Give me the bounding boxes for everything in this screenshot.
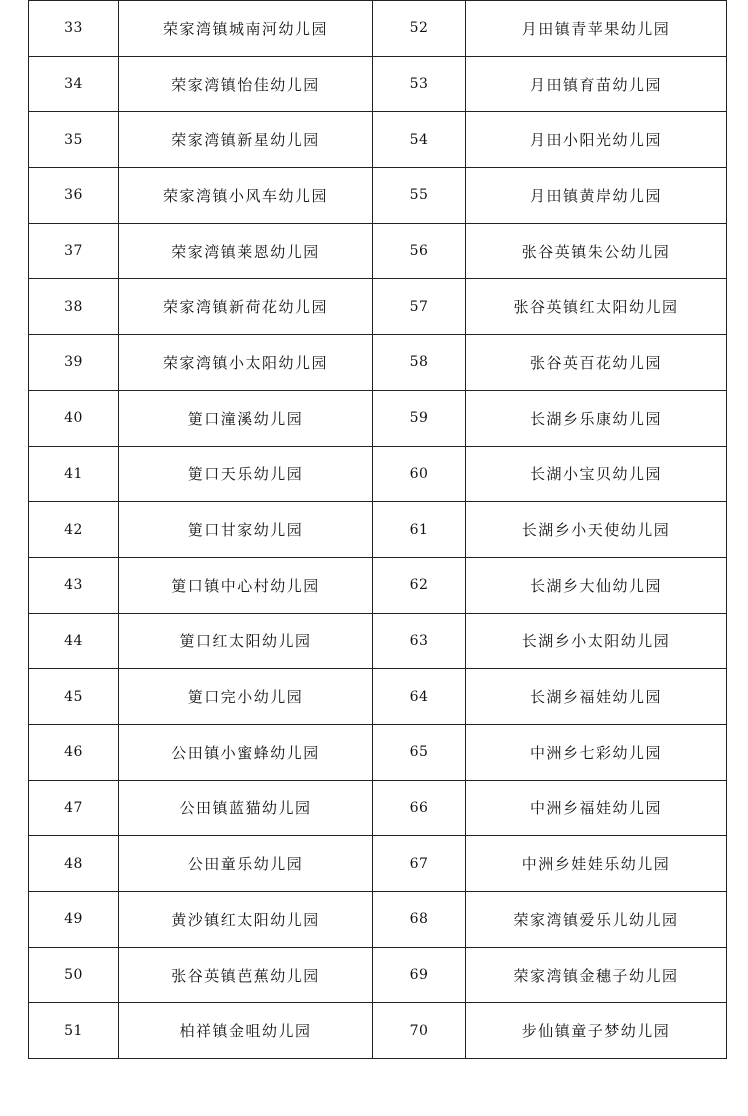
table-row (29, 892, 727, 948)
table-row (29, 947, 727, 1003)
kindergarten-name-right: 张谷英镇红太阳幼儿园 (466, 279, 727, 335)
row-number-right: 67 (373, 836, 466, 892)
row-number-left: 34 (29, 56, 119, 112)
kindergarten-name-right: 月田镇育苗幼儿园 (466, 56, 727, 112)
kindergarten-name-right: 月田镇黄岸幼儿园 (466, 168, 727, 224)
row-number-left: 46 (29, 724, 119, 780)
kindergarten-name-right: 张谷英百花幼儿园 (466, 335, 727, 391)
row-number-right: 60 (373, 446, 466, 502)
kindergarten-name-left: 荣家湾镇新星幼儿园 (119, 112, 373, 168)
table-row (29, 613, 727, 669)
kindergarten-name-right: 步仙镇童子梦幼儿园 (466, 1003, 727, 1059)
row-number-right: 69 (373, 947, 466, 1003)
row-number-right: 61 (373, 502, 466, 558)
row-number-right: 64 (373, 669, 466, 725)
kindergarten-table (28, 0, 727, 1059)
table-row (29, 390, 727, 446)
kindergarten-name-left: 筻口红太阳幼儿园 (119, 613, 373, 669)
kindergarten-name-right: 月田小阳光幼儿园 (466, 112, 727, 168)
row-number-right: 65 (373, 724, 466, 780)
row-number-right: 54 (373, 112, 466, 168)
kindergarten-name-right: 荣家湾镇金穗子幼儿园 (466, 947, 727, 1003)
kindergarten-name-left: 柏祥镇金咀幼儿园 (119, 1003, 373, 1059)
kindergarten-name-right: 张谷英镇朱公幼儿园 (466, 223, 727, 279)
row-number-left: 45 (29, 669, 119, 725)
kindergarten-name-right: 长湖乡乐康幼儿园 (466, 390, 727, 446)
kindergarten-name-left: 黄沙镇红太阳幼儿园 (119, 892, 373, 948)
kindergarten-name-right: 长湖乡小天使幼儿园 (466, 502, 727, 558)
row-number-right: 53 (373, 56, 466, 112)
table-row (29, 724, 727, 780)
row-number-left: 38 (29, 279, 119, 335)
row-number-left: 47 (29, 780, 119, 836)
row-number-left: 44 (29, 613, 119, 669)
table-row (29, 669, 727, 725)
kindergarten-name-right: 长湖乡小太阳幼儿园 (466, 613, 727, 669)
table-row (29, 335, 727, 391)
kindergarten-name-left: 公田镇小蜜蜂幼儿园 (119, 724, 373, 780)
table-row (29, 557, 727, 613)
row-number-right: 63 (373, 613, 466, 669)
kindergarten-name-left: 筻口甘家幼儿园 (119, 502, 373, 558)
row-number-right: 62 (373, 557, 466, 613)
kindergarten-name-left: 筻口镇中心村幼儿园 (119, 557, 373, 613)
table-row (29, 56, 727, 112)
kindergarten-name-left: 筻口潼溪幼儿园 (119, 390, 373, 446)
row-number-right: 59 (373, 390, 466, 446)
kindergarten-name-left: 荣家湾镇新荷花幼儿园 (119, 279, 373, 335)
row-number-left: 40 (29, 390, 119, 446)
kindergarten-name-right: 荣家湾镇爱乐儿幼儿园 (466, 892, 727, 948)
kindergarten-name-right: 中洲乡娃娃乐幼儿园 (466, 836, 727, 892)
table-row (29, 112, 727, 168)
row-number-left: 37 (29, 223, 119, 279)
row-number-left: 39 (29, 335, 119, 391)
row-number-right: 66 (373, 780, 466, 836)
row-number-left: 42 (29, 502, 119, 558)
row-number-left: 50 (29, 947, 119, 1003)
row-number-left: 49 (29, 892, 119, 948)
kindergarten-name-right: 中洲乡福娃幼儿园 (466, 780, 727, 836)
row-number-right: 70 (373, 1003, 466, 1059)
row-number-right: 55 (373, 168, 466, 224)
row-number-right: 57 (373, 279, 466, 335)
kindergarten-name-left: 公田童乐幼儿园 (119, 836, 373, 892)
row-number-left: 41 (29, 446, 119, 502)
row-number-left: 43 (29, 557, 119, 613)
kindergarten-name-left: 荣家湾镇小太阳幼儿园 (119, 335, 373, 391)
row-number-left: 36 (29, 168, 119, 224)
kindergarten-name-left: 张谷英镇芭蕉幼儿园 (119, 947, 373, 1003)
table-row (29, 223, 727, 279)
table-row (29, 279, 727, 335)
row-number-left: 51 (29, 1003, 119, 1059)
row-number-left: 48 (29, 836, 119, 892)
kindergarten-name-left: 公田镇蓝猫幼儿园 (119, 780, 373, 836)
table-row (29, 446, 727, 502)
row-number-left: 33 (29, 1, 119, 57)
kindergarten-name-right: 月田镇青苹果幼儿园 (466, 1, 727, 57)
kindergarten-name-left: 荣家湾镇莱恩幼儿园 (119, 223, 373, 279)
row-number-right: 58 (373, 335, 466, 391)
table-row (29, 1, 727, 57)
table-body (29, 1, 727, 1059)
row-number-right: 56 (373, 223, 466, 279)
kindergarten-name-left: 筻口完小幼儿园 (119, 669, 373, 725)
kindergarten-name-left: 筻口天乐幼儿园 (119, 446, 373, 502)
kindergarten-name-left: 荣家湾镇城南河幼儿园 (119, 1, 373, 57)
row-number-right: 52 (373, 1, 466, 57)
kindergarten-name-left: 荣家湾镇怡佳幼儿园 (119, 56, 373, 112)
table-row (29, 1003, 727, 1059)
table-row (29, 168, 727, 224)
table-row (29, 502, 727, 558)
kindergarten-name-right: 长湖乡大仙幼儿园 (466, 557, 727, 613)
kindergarten-name-right: 长湖乡福娃幼儿园 (466, 669, 727, 725)
row-number-left: 35 (29, 112, 119, 168)
kindergarten-name-right: 长湖小宝贝幼儿园 (466, 446, 727, 502)
table-row (29, 836, 727, 892)
kindergarten-name-left: 荣家湾镇小风车幼儿园 (119, 168, 373, 224)
kindergarten-name-right: 中洲乡七彩幼儿园 (466, 724, 727, 780)
table-row (29, 780, 727, 836)
row-number-right: 68 (373, 892, 466, 948)
